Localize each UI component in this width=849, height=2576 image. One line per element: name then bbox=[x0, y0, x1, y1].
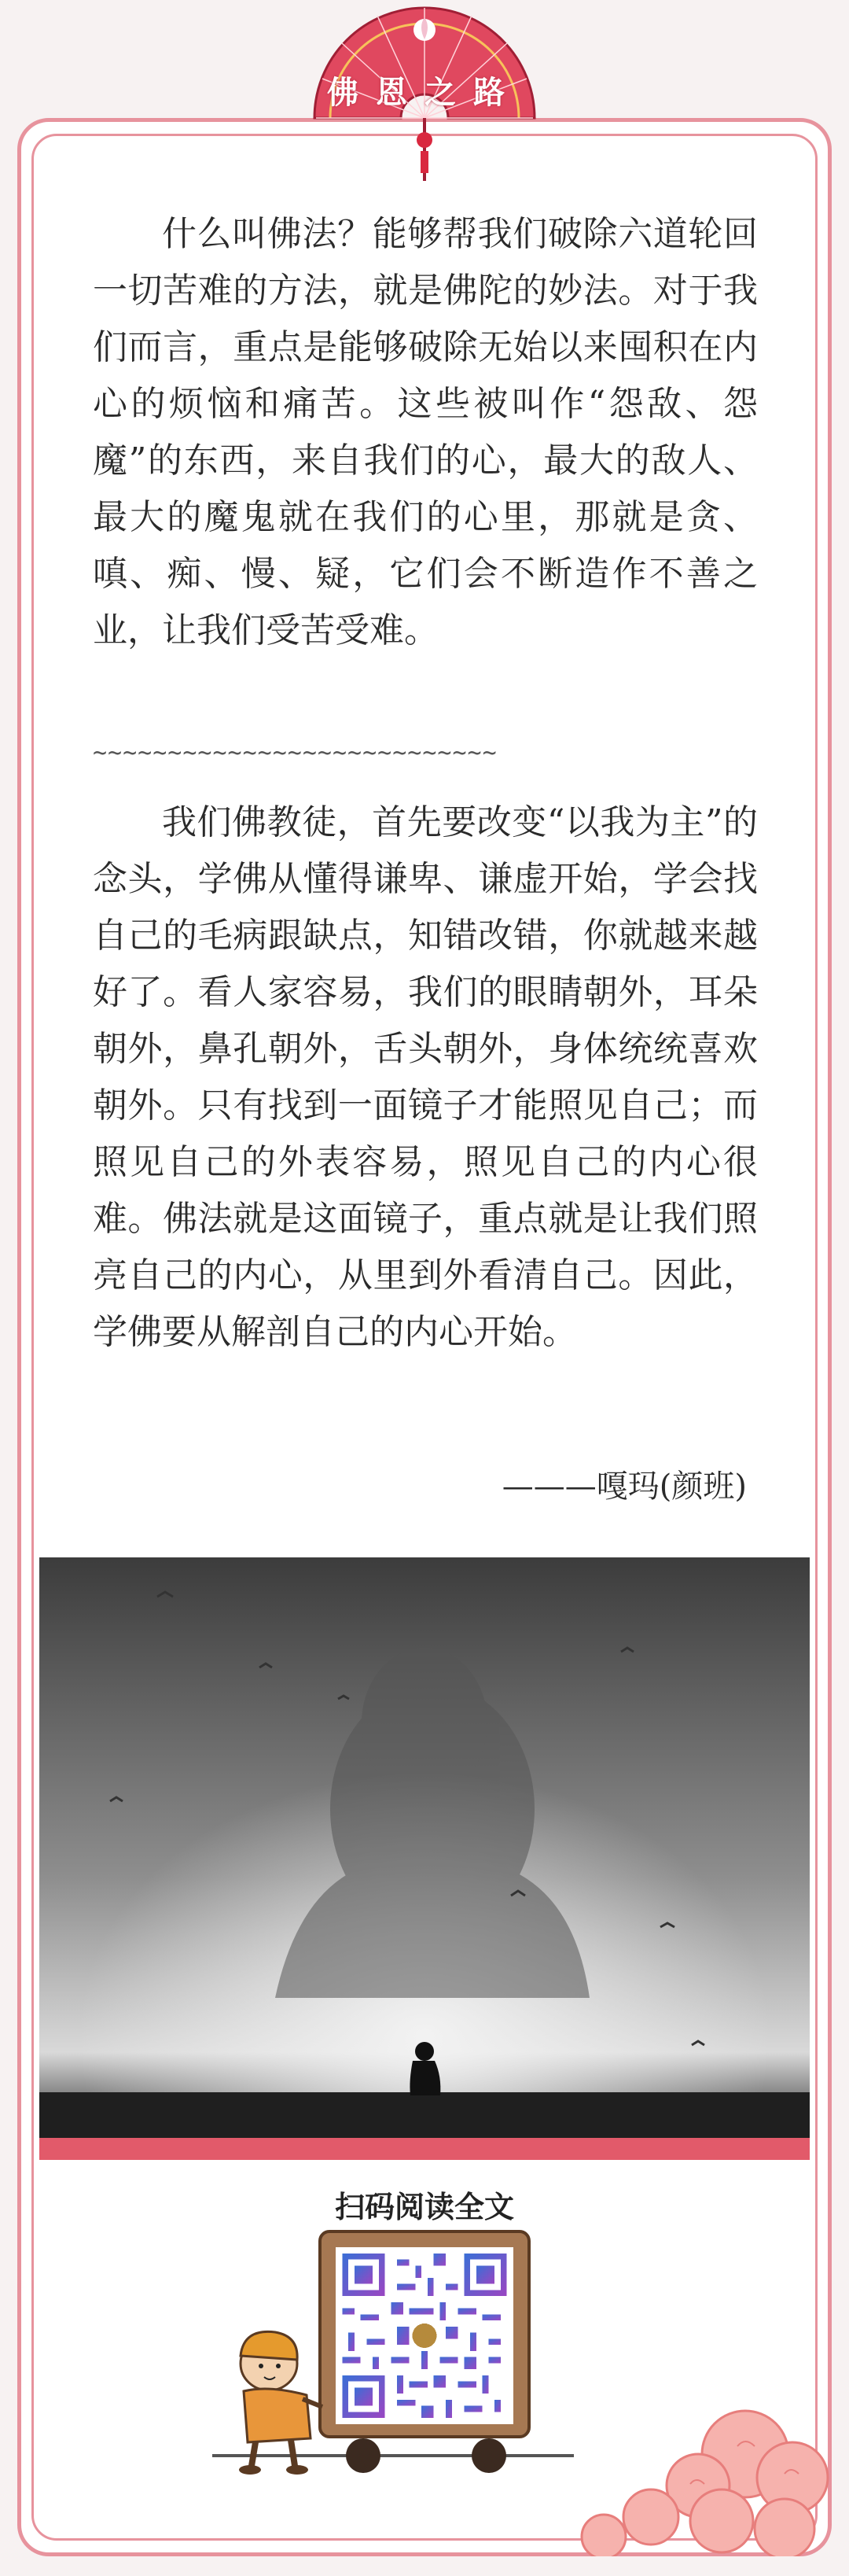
author-signature: ———嘎玛(颜班) bbox=[502, 1469, 747, 1505]
meditation-photo bbox=[39, 1557, 810, 2139]
scan-label: 扫码阅读全文 bbox=[334, 2190, 514, 2224]
monk-mascot bbox=[212, 2320, 330, 2478]
article-paragraph-1: 什么叫佛法？能够帮我们破除六道轮回一切苦难的方法，就是佛陀的妙法。对于我们而言，重点是能够破除无始以来囤积在内心的烦恼和痛苦。这些被叫作“怨敌、怨魔”的东西，来自我们的心，最大的敌人、最大的魔鬼就在我们的心里，那就是贪、嗔、痴、慢、疑，它们会不断造作不善之业，让我们受苦受难。 bbox=[93, 214, 758, 650]
cart-wheel-right bbox=[472, 2438, 506, 2473]
qr-code[interactable] bbox=[336, 2247, 513, 2424]
qr-board bbox=[318, 2230, 531, 2438]
wave-divider: ~~~~~~~~~~~~~~~~~~~~~~~~~~~ bbox=[93, 739, 498, 767]
fan-header bbox=[299, 0, 550, 189]
article-paragraph-2: 我们佛教徒，首先要改变“以我为主”的念头，学佛从懂得谦卑、谦虚开始，学会找自己的毛病跟缺点，知错改错，你就越来越好了。看人家容易，我们的眼睛朝外，耳朵朝外，鼻孔朝外，舌头朝外，身体统统喜欢朝外。只有找到一面镜子才能照见自己；而照见自己的外表容易，照见自己的内心很难。佛法就是这面镜子，重点就是让我们照亮自己的内心，从里到外看清自己。因此，学佛要从解剖自己的内心开始。 bbox=[93, 802, 758, 1352]
pink-clouds bbox=[549, 2383, 832, 2556]
fan-title: 佛恩之路 bbox=[327, 74, 522, 111]
accent-bar bbox=[39, 2138, 810, 2160]
cart-wheel-left bbox=[346, 2438, 380, 2473]
